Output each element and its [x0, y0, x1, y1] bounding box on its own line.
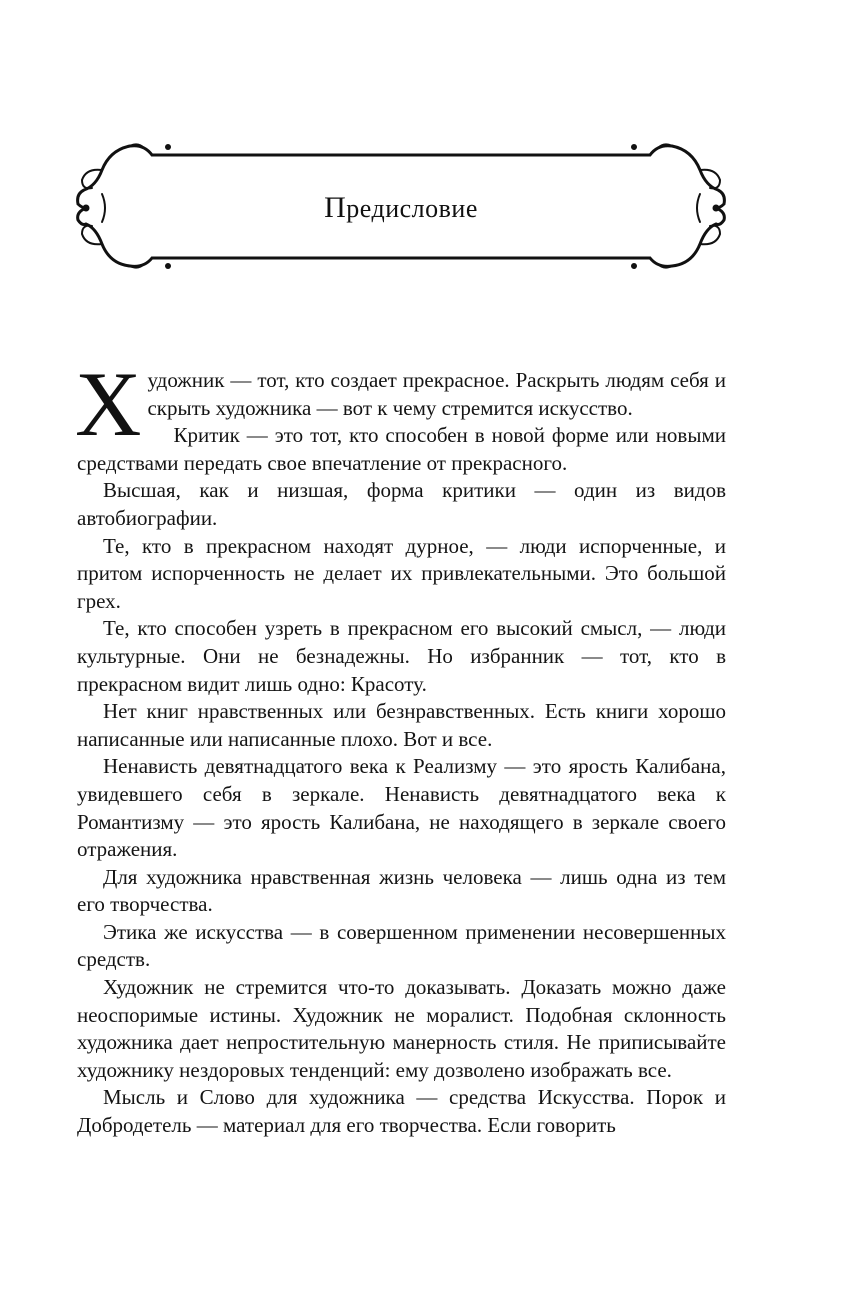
chapter-title	[72, 191, 730, 225]
paragraph: Художник не стремится что-то доказывать. Доказать можно даже неоспоримые истины. Художник не моралист. Подобная склонность художника дает непростительную манерность стиля. Не приписывайте художнику нездоровых тенденций: ему дозволено изображать все.	[77, 975, 726, 1082]
chapter-title-initial: П	[324, 191, 347, 224]
title-frame	[72, 138, 730, 278]
paragraph: Критик — это тот, кто способен в новой форме или новыми средствами передать свое впечатление от прекрасного.	[77, 423, 726, 475]
paragraph: Те, кто способен узреть в прекрасном его высокий смысл, — люди культурные. Они не безнадежны. Но избранник — тот, кто в прекрасном видит лишь одно: Красоту.	[77, 616, 726, 696]
paragraph: Художник — тот, кто создает прекрасное. Раскрыть людям себя и скрыть художника — вот к чему стремится искусство.	[75, 353, 726, 455]
paragraph: Нет книг нравственных или безнравственных. Есть книги хорошо написанные или написанные плохо. Вот и все.	[77, 699, 726, 751]
body-text	[75, 353, 726, 1140]
chapter-title-rest: редисловие	[346, 194, 478, 223]
paragraph: Для художника нравственная жизнь человека — лишь одна из тем его творчества.	[77, 864, 726, 917]
paragraph: Ненависть девятнадцатого века к Реализму — это ярость Калибана, увидевшего себя в зеркале. Ненависть девятнадцатого века к Романтизму — это ярость Калибана, не находящего в зеркале своего отражения.	[77, 754, 726, 862]
paragraph: Этика же искусства — в совершенном применении несовершенных средств.	[77, 919, 726, 972]
paragraph: Те, кто в прекрасном находят дурное, — люди испорченные, и притом испорченность не делает их привлекательными. Это большой грех.	[77, 533, 726, 613]
paragraph: Мысль и Слово для художника — средства Искусства. Порок и Добродетель — материал для его творчества. Если говорить	[77, 1085, 726, 1138]
paragraph: Высшая, как и низшая, форма критики — один из видов автобиографии.	[77, 478, 726, 530]
drop-cap: Х	[75, 353, 142, 455]
